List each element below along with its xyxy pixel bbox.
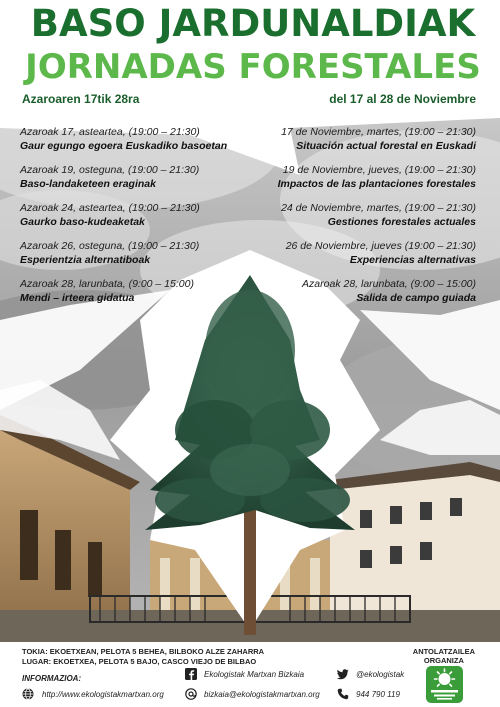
at-icon bbox=[185, 688, 197, 700]
phone-number: 944 790 119 bbox=[356, 690, 400, 699]
event-title: Gestiones forestales actuales bbox=[327, 216, 476, 228]
event-time: Azaroak 28, larunbata, (9:00 – 15:00) bbox=[302, 278, 476, 290]
info-label: INFORMAZIOA: bbox=[22, 674, 82, 683]
website-link[interactable]: http://www.ekologistakmartxan.org bbox=[42, 690, 164, 699]
organizer-label-basque: ANTOLATZAILEA bbox=[412, 647, 475, 656]
event-time: Azaroak 24, asteartea, (19:00 – 21:30) bbox=[20, 202, 200, 214]
title-basque: BASO JARDUNALDIAK bbox=[30, 2, 476, 45]
event-item bbox=[226, 240, 476, 278]
ekologistak-martxan-logo bbox=[426, 666, 463, 703]
location-spanish: LUGAR: EKOETXEA, PELOTA 5 BAJO, CASCO VIEJO DE BILBAO bbox=[22, 657, 257, 666]
event-title: Experiencias alternativas bbox=[349, 254, 476, 266]
event-time: Azaroak 19, osteguna, (19:00 – 21:30) bbox=[20, 164, 200, 176]
schedule-spanish bbox=[226, 126, 476, 316]
location-basque: TOKIA: EKOETXEAN, PELOTA 5 BEHEA, BILBOKO ALZE ZAHARRA bbox=[22, 647, 265, 656]
twitter-icon bbox=[337, 668, 349, 680]
event-item bbox=[226, 164, 476, 202]
event-title: Gaur egungo egoera Euskadiko basoetan bbox=[20, 140, 228, 152]
globe-icon bbox=[22, 688, 34, 700]
event-title: Impactos de las plantaciones forestales bbox=[277, 178, 476, 190]
event-time: 24 de Noviembre, martes, (19:00 – 21:30) bbox=[281, 202, 476, 214]
event-time: 19 de Noviembre, jueves, (19:00 – 21:30) bbox=[282, 164, 476, 176]
event-time: Azaroak 26, osteguna, (19:00 – 21:30) bbox=[20, 240, 200, 252]
event-title: Situación actual forestal en Euskadi bbox=[296, 140, 476, 152]
email-link[interactable]: bizkaia@ekologistakmartxan.org bbox=[204, 690, 320, 699]
facebook-link[interactable]: Ekologistak Martxan Bizkaia bbox=[204, 670, 305, 679]
date-range-basque: Azaroaren 17tik 28ra bbox=[22, 92, 140, 106]
event-title: Baso-landaketeen eraginak bbox=[20, 178, 156, 190]
phone-icon bbox=[337, 688, 349, 700]
date-range-spanish: del 17 al 28 de Noviembre bbox=[329, 92, 476, 106]
event-title: Mendi – irteera gidatua bbox=[20, 292, 135, 304]
event-time: 26 de Noviembre, jueves (19:00 – 21:30) bbox=[285, 240, 476, 252]
twitter-handle[interactable]: @ekologistak bbox=[356, 670, 405, 679]
event-time: Azaroak 28, larunbata, (9:00 – 15:00) bbox=[20, 278, 194, 290]
event-title: Salida de campo guiada bbox=[356, 292, 476, 304]
event-title: Esperientzia alternatiboak bbox=[20, 254, 151, 266]
event-time: Azaroak 17, asteartea, (19:00 – 21:30) bbox=[20, 126, 200, 138]
footer bbox=[0, 642, 500, 707]
organizer-label bbox=[413, 647, 475, 665]
event-item bbox=[226, 202, 476, 240]
facebook-icon bbox=[185, 668, 197, 680]
event-item bbox=[226, 278, 476, 316]
title-spanish: JORNADAS FORESTALES bbox=[25, 47, 481, 87]
organizer-label-spanish: ORGANIZA bbox=[423, 656, 464, 665]
event-item bbox=[226, 126, 476, 164]
event-time: 17 de Noviembre, martes, (19:00 – 21:30) bbox=[281, 126, 476, 138]
event-title: Gaurko baso-kudeaketak bbox=[20, 216, 145, 228]
